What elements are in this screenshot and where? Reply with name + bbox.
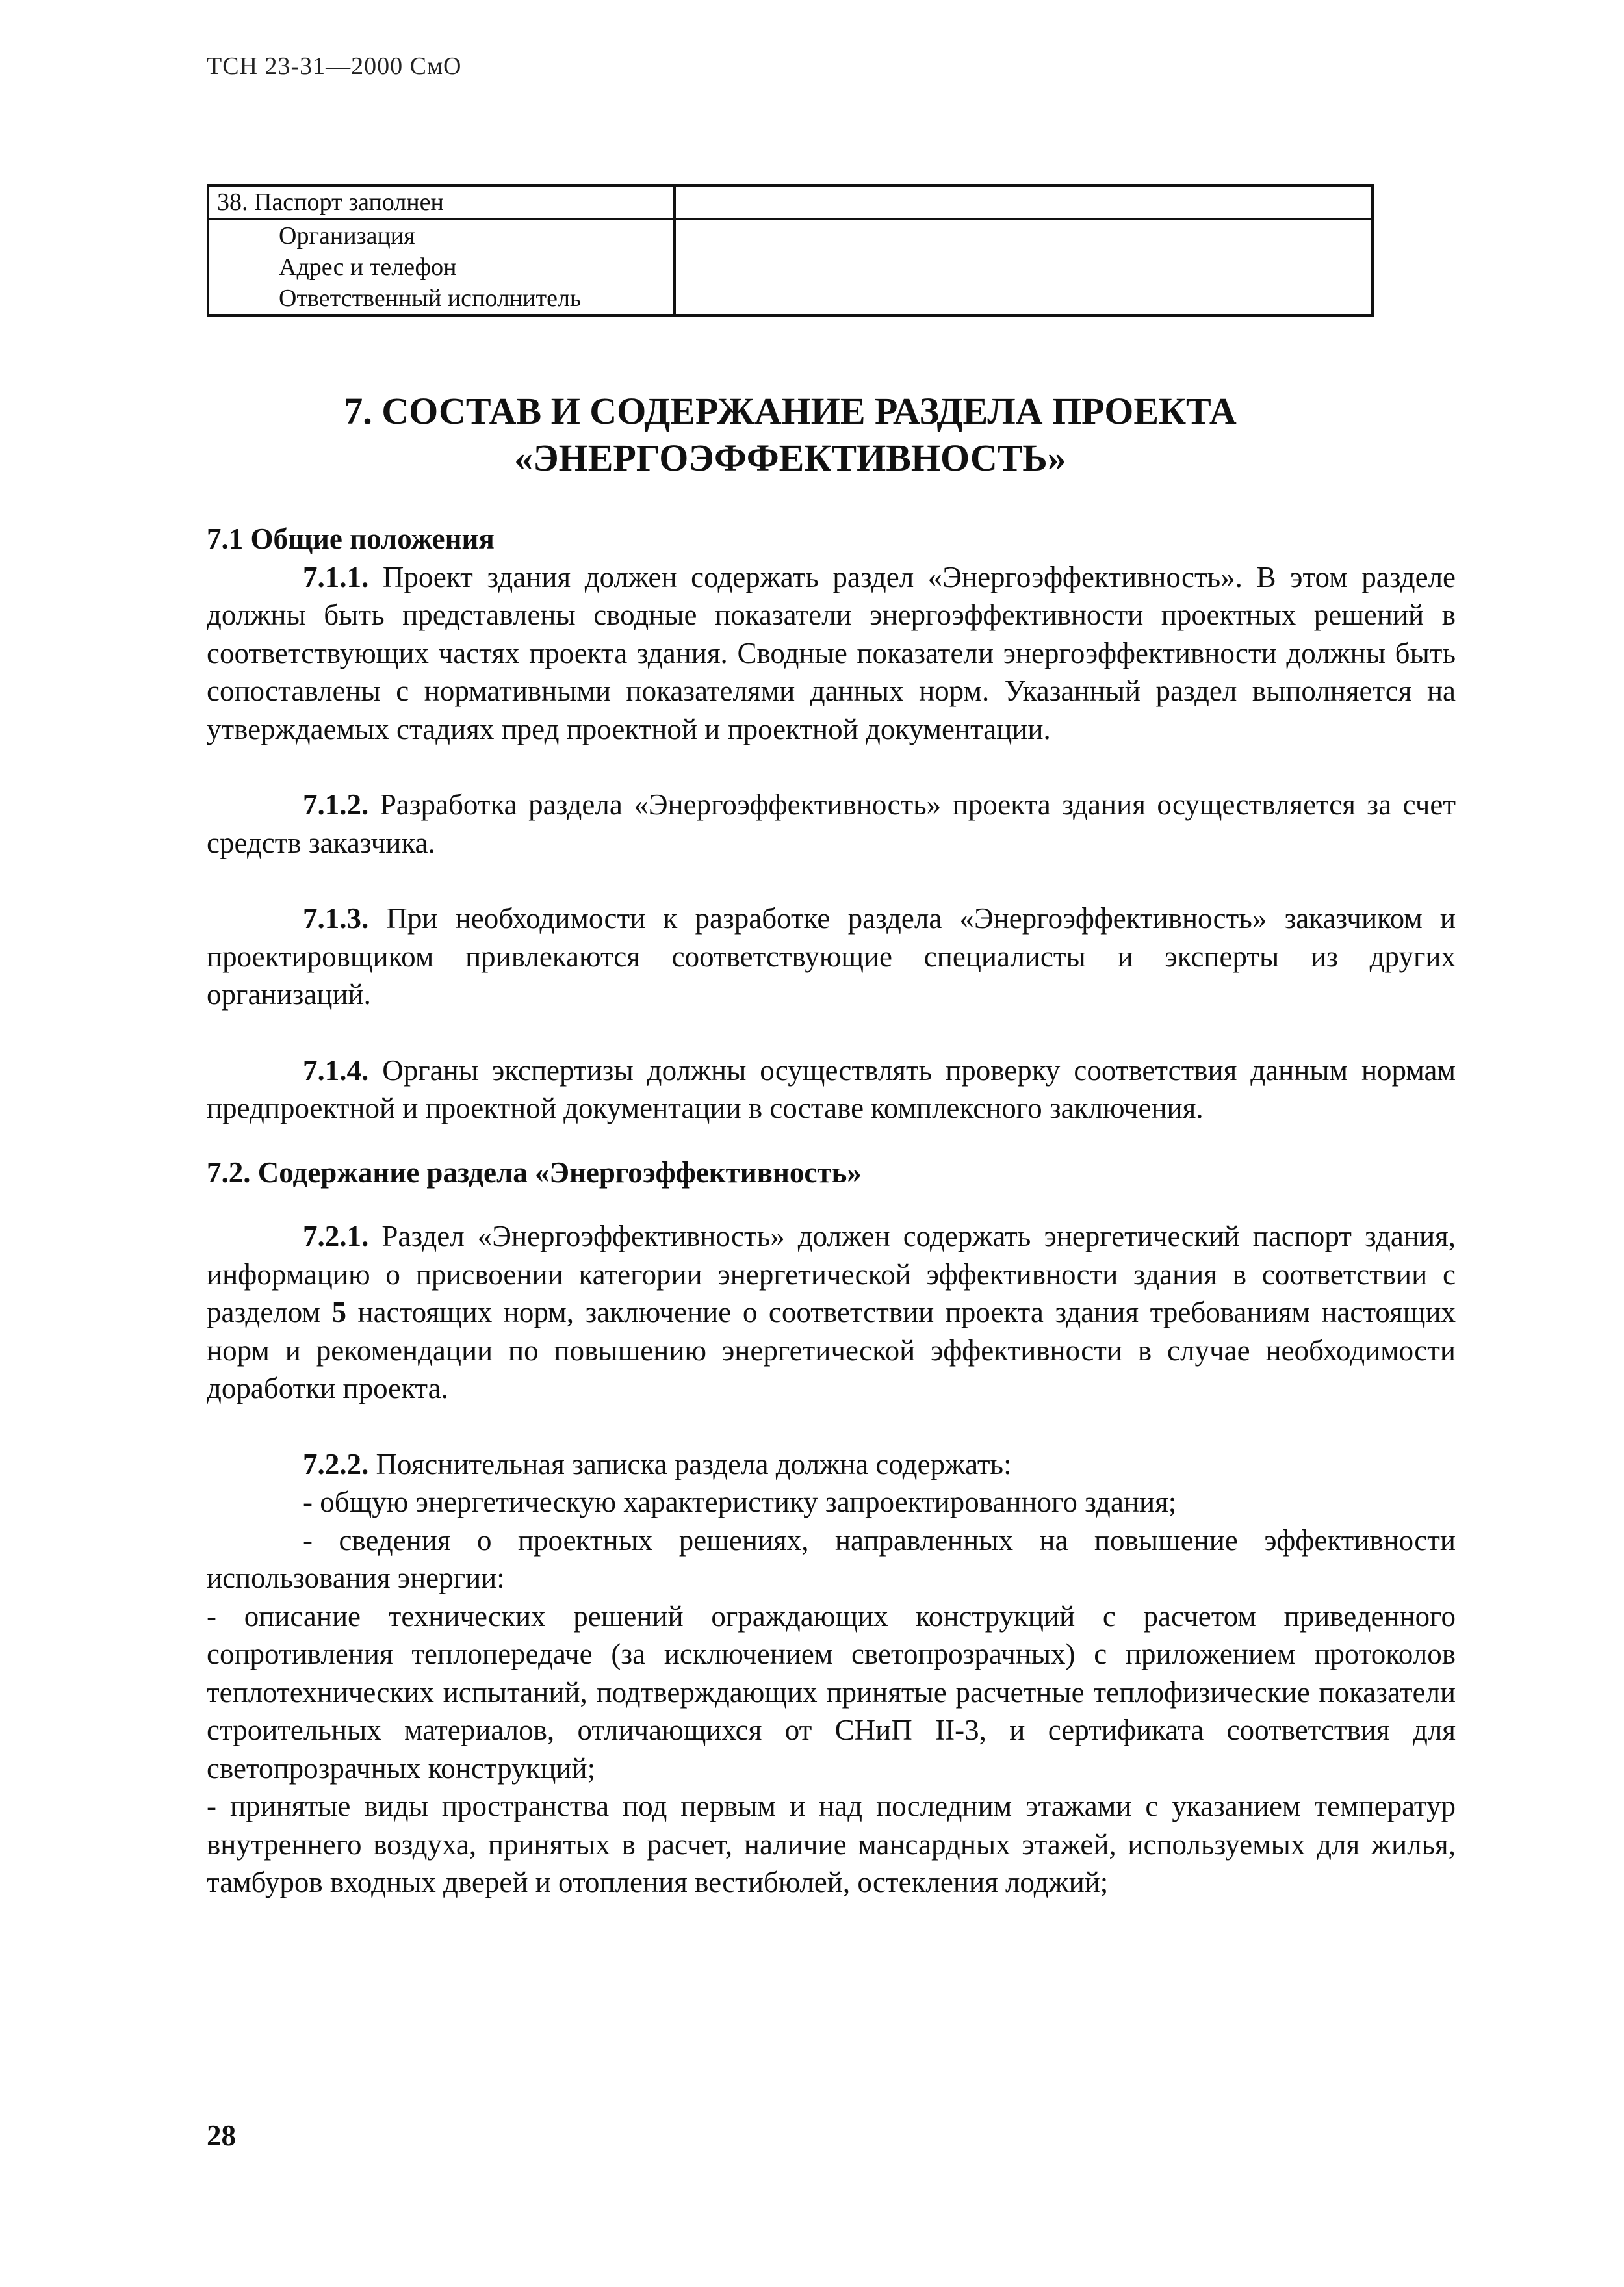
organization-label: Организация bbox=[279, 222, 415, 250]
paragraph-text: Органы экспертизы должны осуществлять проверку соответствия данным нормам предпроектной и проектной документации в составе комплексного заключения. bbox=[207, 1053, 1456, 1124]
passport-details-cell bbox=[208, 219, 675, 315]
clause-number: 7.1.1. bbox=[303, 560, 369, 593]
passport-filled-label: 38. Паспорт заполнен bbox=[208, 185, 675, 219]
paragraph-text: Раздел «Энергоэффективность» должен содержать энергетический паспорт здания, информацию о присвоении категории энергетической эффективности здания в соответствии с разделом bbox=[207, 1220, 1456, 1328]
clause-number: 7.1.4. bbox=[303, 1053, 369, 1087]
responsible-person-label: Ответственный исполнитель bbox=[279, 285, 582, 312]
table-row bbox=[208, 219, 1373, 315]
paragraph-7-1-1 bbox=[207, 558, 1456, 749]
passport-filled-value bbox=[675, 185, 1373, 219]
section-body bbox=[207, 520, 1456, 1902]
section-title-line-1: 7. СОСТАВ И СОДЕРЖАНИЕ РАЗДЕЛА ПРОЕКТА bbox=[344, 390, 1237, 432]
clause-number: 7.1.2. bbox=[303, 788, 369, 821]
paragraph-7-1-4 bbox=[207, 1052, 1456, 1128]
passport-table bbox=[207, 184, 1374, 317]
passport-details-value bbox=[675, 219, 1373, 315]
list-item: - сведения о проектных решениях, направленных на повышение эффективности использования энергии: bbox=[207, 1523, 1456, 1594]
page-number: 28 bbox=[207, 2119, 236, 2152]
paragraph-7-2-2 bbox=[207, 1445, 1456, 1484]
clause-number: 7.2.2. bbox=[303, 1447, 369, 1480]
paragraph-text: настоящих норм, заключение о соответствии проекта здания требованиям настоящих норм и рекомендации по повышению энергетической эффективности в случае необходимости доработки проекта. bbox=[207, 1296, 1456, 1404]
table-row bbox=[208, 185, 1373, 219]
paragraph-7-1-2 bbox=[207, 786, 1456, 862]
subsection-heading-7-2: 7.2. Содержание раздела «Энергоэффективность» bbox=[207, 1156, 862, 1189]
address-phone-label: Адрес и телефон bbox=[279, 253, 457, 281]
section-title bbox=[207, 388, 1374, 482]
section-title-line-2: «ЭНЕРГОЭФФЕКТИВНОСТЬ» bbox=[514, 437, 1066, 479]
paragraph-text: При необходимости к разработке раздела «Энергоэффективность» заказчиком и проектировщиком привлекаются соответствующие специалисты и эксперты из других организаций. bbox=[207, 902, 1456, 1011]
list-item: - принятые виды пространства под первым и над последним этажами с указанием температур внутреннего воздуха, принятых в расчет, наличие мансардных этажей, используемых для жилья, тамбуров входных дверей и отопления вестибюлей, остекления лоджий; bbox=[207, 1790, 1456, 1898]
list-item: - общую энергетическую характеристику запроектированного здания; bbox=[303, 1486, 1177, 1518]
paragraph-text: Проект здания должен содержать раздел «Энергоэффективность». В этом разделе должны быть представлены сводные показатели энергоэффективности проектных решений в соответствующих частях проекта здания. Сводные показатели энергоэффективности должны быть сопоставлены с нормативными показателями данных норм. Указанный раздел выполняется на утверждаемых стадиях пред проектной и проектной документации. bbox=[207, 560, 1456, 745]
paragraph-7-1-3 bbox=[207, 899, 1456, 1014]
section-reference: 5 bbox=[331, 1296, 346, 1328]
clause-number: 7.2.1. bbox=[303, 1220, 369, 1252]
paragraph-text: Пояснительная записка раздела должна содержать: bbox=[368, 1447, 1012, 1480]
subsection-heading-7-1: 7.1 Общие положения bbox=[207, 523, 495, 555]
clause-number: 7.1.3. bbox=[303, 902, 369, 935]
document-code-header: ТСН 23-31—2000 СмО bbox=[207, 53, 462, 80]
paragraph-7-2-1 bbox=[207, 1217, 1456, 1408]
paragraph-text: Разработка раздела «Энергоэффективность» проекта здания осуществляется за счет средств заказчика. bbox=[207, 788, 1456, 859]
list-item: - описание технических решений ограждающих конструкций с расчетом приведенного сопротивления теплопередаче (за исключением светопрозрачных) с приложением протоколов теплотехнических испытаний, подтверждающих принятые расчетные теплофизические показатели строительных материалов, отличающихся от СНиП II-3, и сертификата соответствия для светопрозрачных конструкций; bbox=[207, 1599, 1456, 1785]
